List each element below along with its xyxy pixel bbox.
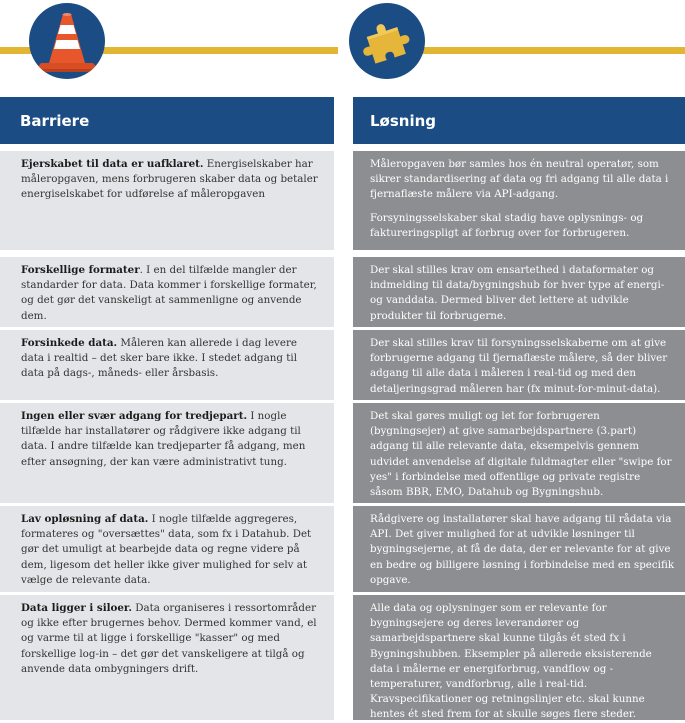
loesning-row-text: Alle data og oplysninger som er relevante for bygningsejere og deres leverandører og samarbejdspartnere skal kunne tilgås ét sted fx i Bygningshubben. Eksempler på allerede eksisterende data i målerne er energiforbrug, vandflow og -temperaturer, vandforbrug, alle i real-tid. Kravspecifikationer og retningslinjer etc. skal kunne hentes ét sted frem for at skulle søges flere steder. [370,602,652,721]
loesning-header: Løsning [353,97,685,144]
loesning-row [353,506,685,592]
puzzle-piece-icon [349,3,425,79]
loesning-row-text: Måleropgaven bør samles hos én neutral operatør, som sikrer standardisering af data og fri adgang til alle data i fjernaflæste målere via API-adgang. [370,158,669,201]
barriere-row-text: Data organiseres i ressortområder og ikke efter brugernes behov. Dermed kommer vand, el og varme til at ligge i forskellige "kasser" og med forskellige log-in – det gør det vanskeligere at tilgå og anvende data ombygningers drift. [21,602,317,675]
barriere-row-lead: Lav opløsning af data. [21,513,149,525]
barriere-row-lead: Forsinkede data. [21,337,118,349]
barriere-row [0,403,334,503]
loesning-row [353,257,685,327]
barriere-row-text: . I en del tilfælde mangler der standarder for data. Data kommer i forskellige formater, og det gør det vanskeligt at sammenligne og anvende dem. [21,264,317,322]
barriere-row-lead: Forskellige formater [21,264,140,276]
loesning-column [353,97,685,144]
loesning-row-text: Forsyningsselskaber skal stadig have oplysnings- og faktureringspligt af forbrug over for forbrugeren. [370,211,644,239]
barriere-row [0,151,334,250]
loesning-row-text: Rådgivere og installatører skal have adgang til rådata via API. Det giver mulighed for at udvikle løsninger til bygningsejerne, at få de data, der er relevante for at give en bedre og billigere løsning i forbindelse med en specifik opgave. [370,513,675,586]
barriere-header: Barriere [0,97,334,144]
loesning-row-text: Der skal stilles krav om ensartethed i dataformater og indmelding til data/bygningshub for hver type af energi- og vanddata. Dermed bliver det lettere at udvikle produkter til forbrugerne. [370,264,665,322]
barriere-row-lead: Data ligger i siloer. [21,602,132,614]
barriere-row-text: I nogle tilfælde aggregeres, formateres og "oversættes" data, som fx i Datahub. Det gør det umuligt at bearbejde data og regne videre på dem, ligesom det heller ikke giver mulighed for selv at vælge de relevante data. [21,513,312,586]
barriere-row-lead: Ingen eller svær adgang for tredjepart. [21,410,248,422]
loesning-row [353,595,685,720]
barriere-row-text: Energiselskaber har måleropgaven, mens forbrugeren skaber data og betaler energiselskabet for udførelse af måleropgaven [21,158,318,201]
traffic-cone-icon [29,3,105,79]
loesning-row [353,151,685,250]
barriere-row [0,330,334,400]
barriere-row [0,257,334,327]
barriere-row-text: Måleren kan allerede i dag levere data i realtid – det sker bare ikke. I stedet adgang til data på dags-, måneds- eller årsbasis. [21,337,297,380]
loesning-row [353,403,685,503]
loesning-row [353,330,685,400]
loesning-row-text: Der skal stilles krav til forsyningsselskaberne om at give forbrugerne adgang til fjernaflæste målere, så der bliver adgang til alle data i måleren i real-tid og med den detaljeringsgrad måleren har (fx minut-for-minut-data). [370,337,668,395]
barriere-row [0,595,334,720]
barriere-column [0,97,334,144]
barriere-row-text: I nogle tilfælde har installatører og rådgivere ikke adgang til data. I andre tilfælde kan tredjeparter få adgang, men efter ansøgning, der kan være administrativt tung. [21,410,306,468]
barriere-row-lead: Ejerskabet til data er uafklaret. [21,158,204,170]
barriere-row [0,506,334,592]
loesning-row-text: Det skal gøres muligt og let for forbrugeren (bygningsejer) at give samarbejdspartnere (3.part) adgang til alle relevante data, eksempelvis gennem udvidet anvendelse af digitale fuldmagter eller "swipe for yes" i forbindelse med offentlige og private registre såsom BBR, EMO, Datahub og Bygningshub. [370,410,672,499]
